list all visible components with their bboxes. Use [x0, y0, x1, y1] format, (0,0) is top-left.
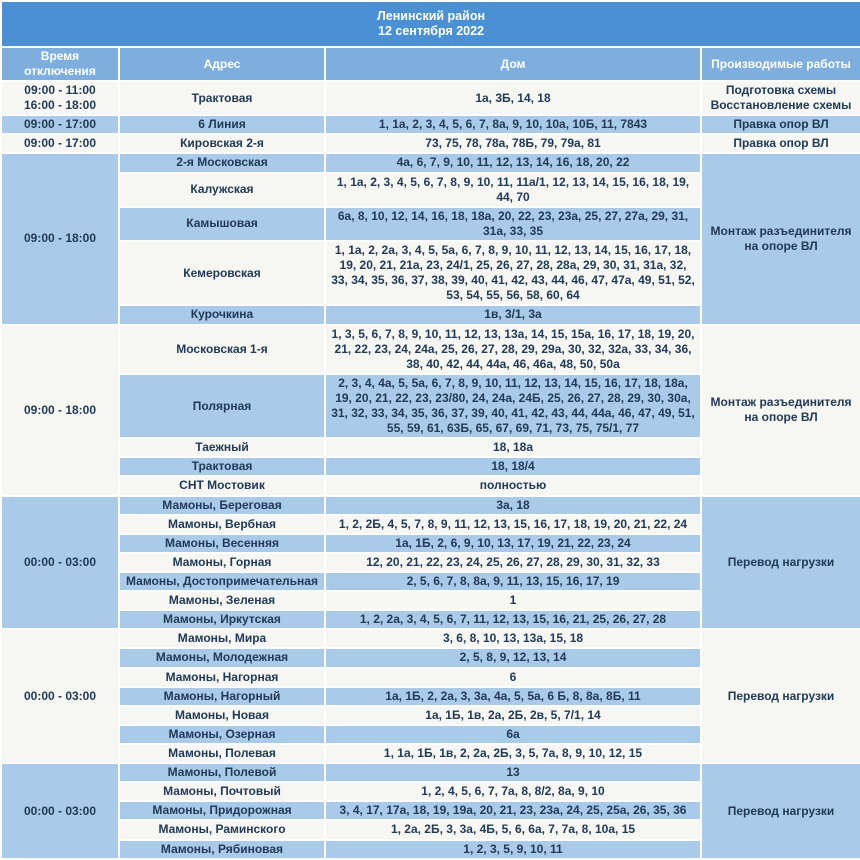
address-cell: Кемеровская: [119, 241, 325, 305]
table-row: [1, 629, 860, 648]
time-line: 09:00 - 18:00: [23, 402, 97, 417]
houses-cell: 12, 20, 21, 22, 23, 24, 25, 26, 27, 28, 29, 30, 31, 32, 33: [325, 553, 701, 572]
address-cell: Калужская: [119, 173, 325, 207]
time-line: 00:00 - 03:00: [23, 803, 97, 818]
houses-cell: 1, 2, 3, 5, 9, 10, 11: [325, 840, 701, 859]
houses-cell: 2, 5, 8, 9, 12, 13, 14: [325, 648, 701, 667]
address-cell: Мамоны, Весенняя: [119, 534, 325, 553]
time-cell: [1, 763, 119, 859]
address-cell: Мамоны, Придорожная: [119, 801, 325, 820]
address-cell: Мамоны, Горная: [119, 553, 325, 572]
address-cell: Мамоны, Нагорная: [119, 668, 325, 687]
address-cell: Мамоны, Полевая: [119, 744, 325, 763]
address-cell: Трактовая: [119, 457, 325, 476]
address-cell: Курочкина: [119, 305, 325, 324]
houses-cell: 1а, 1Б, 2, 6, 9, 10, 13, 17, 19, 21, 22, 23, 24: [325, 534, 701, 553]
time-line: 09:00 - 18:00: [23, 231, 97, 246]
address-cell: Мамоны, Почтовый: [119, 782, 325, 801]
address-cell: Полярная: [119, 374, 325, 438]
houses-cell: 1, 2, 2Б, 4, 5, 7, 8, 9, 11, 12, 13, 15, 16, 17, 18, 19, 20, 21, 22, 24: [325, 515, 701, 534]
time-cell: [1, 153, 119, 324]
work-line: Перевод нагрузки: [727, 554, 835, 569]
houses-cell: 1, 1а, 2, 3, 4, 5, 6, 7, 8а, 9, 10, 10а, 10Б, 11, 7843: [325, 115, 701, 134]
work-line: Правка опор ВЛ: [733, 136, 829, 151]
time-line: 09:00 - 17:00: [23, 136, 97, 151]
houses-cell: 73, 75, 78, 78а, 78Б, 79, 79а, 81: [325, 134, 701, 153]
work-line: Восстановление схемы: [710, 98, 852, 113]
houses-cell: 18, 18/4: [325, 457, 701, 476]
houses-cell: 1: [325, 591, 701, 610]
time-line: 09:00 - 11:00: [24, 83, 96, 98]
address-cell: Мамоны, Мира: [119, 629, 325, 648]
address-cell: Мамоны, Достопримечательная: [119, 572, 325, 591]
work-line: Монтаж разъединителя на опоре ВЛ: [710, 395, 852, 425]
column-header-address: Адрес: [119, 47, 325, 81]
houses-cell: 2, 3, 4, 4а, 5, 5а, 6, 7, 8, 9, 10, 11, 12, 13, 14, 15, 16, 17, 18, 18а, 19, 20, 21, 22, 23, 23/80, 24, 24а, 24Б, 25, 26, 27, 28, 29, 30, 30а, 31, 32, 33, 34, 35, 36, 37, 39, 40, 41, 42, 43, 44, 44а, 46, 47, 49, 51, 55, 59, 61, 63Б, 65, 67, 69, 71, 73, 75, 75/1, 77: [325, 374, 701, 438]
work-line: Правка опор ВЛ: [733, 117, 829, 132]
time-cell: [1, 325, 119, 496]
address-cell: Трактовая: [119, 81, 325, 115]
houses-cell: 1, 2, 4, 5, 6, 7, 7а, 8, 8/2, 8а, 9, 10: [325, 782, 701, 801]
time-cell: [1, 496, 119, 630]
work-cell: [701, 763, 860, 859]
time-cell: [1, 134, 119, 153]
houses-cell: 6: [325, 668, 701, 687]
work-line: Подготовка схемы: [725, 83, 837, 98]
houses-cell: 6а: [325, 725, 701, 744]
address-cell: Кировская 2-я: [119, 134, 325, 153]
address-cell: 2-я Московская: [119, 153, 325, 172]
work-line: Монтаж разъединителя на опоре ВЛ: [710, 223, 852, 253]
region-title: Ленинский район: [377, 9, 486, 23]
houses-cell: 13: [325, 763, 701, 782]
address-cell: Мамоны, Береговая: [119, 496, 325, 515]
time-line: 09:00 - 17:00: [23, 117, 97, 132]
time-line: 16:00 - 18:00: [23, 98, 97, 113]
address-cell: Мамоны, Озерная: [119, 725, 325, 744]
time-line: 00:00 - 03:00: [23, 554, 97, 569]
time-line: 00:00 - 03:00: [23, 688, 97, 703]
address-cell: СНТ Мостовик: [119, 476, 325, 495]
work-cell: [701, 134, 860, 153]
time-cell: [1, 115, 119, 134]
houses-cell: 1, 3, 5, 6, 7, 8, 9, 10, 11, 12, 13, 13а, 14, 15, 15а, 16, 17, 18, 19, 20, 21, 22, 23, 24, 24а, 25, 26, 27, 28, 29, 29а, 30, 32, 32а, 33, 34, 36, 38, 40, 42, 44, 44а, 46, 46а, 48, 50, 50а: [325, 325, 701, 374]
work-cell: [701, 81, 860, 115]
houses-cell: 1, 1а, 1Б, 1в, 2, 2а, 2Б, 3, 5, 7а, 8, 9, 10, 12, 15: [325, 744, 701, 763]
column-header-work: Производимые работы: [701, 47, 860, 81]
title-row: [1, 1, 860, 47]
table-row: [1, 115, 860, 134]
houses-cell: 1а, 1Б, 2, 2а, 3, 3а, 4а, 5, 5а, 6 Б, 8, 8а, 8Б, 11: [325, 687, 701, 706]
work-cell: [701, 115, 860, 134]
houses-cell: 1а, 3Б, 14, 18: [325, 81, 701, 115]
houses-cell: 1, 2, 2а, 3, 4, 5, 6, 7, 11, 12, 13, 15, 16, 21, 25, 26, 27, 28: [325, 610, 701, 629]
address-cell: Мамоны, Нагорный: [119, 687, 325, 706]
table-title: [1, 1, 860, 47]
work-cell: [701, 496, 860, 630]
column-header-house: Дом: [325, 47, 701, 81]
address-cell: Мамоны, Раминского: [119, 820, 325, 839]
houses-cell: 2, 5, 6, 7, 8, 8а, 9, 11, 13, 15, 16, 17, 19: [325, 572, 701, 591]
houses-cell: 6а, 8, 10, 12, 14, 16, 18, 18а, 20, 22, 23, 23а, 25, 27, 27а, 29, 31, 31а, 33, 35: [325, 207, 701, 241]
houses-cell: 4а, 6, 7, 9, 10, 11, 12, 13, 14, 16, 18, 20, 22: [325, 153, 701, 172]
work-line: Перевод нагрузки: [727, 803, 835, 818]
date-subtitle: 12 сентября 2022: [378, 24, 485, 38]
table-row: [1, 763, 860, 782]
address-cell: Мамоны, Иркутская: [119, 610, 325, 629]
work-cell: [701, 325, 860, 496]
address-cell: Мамоны, Вербная: [119, 515, 325, 534]
work-cell: [701, 153, 860, 324]
outage-table-body: [1, 81, 860, 859]
time-cell: [1, 629, 119, 763]
address-cell: Камышовая: [119, 207, 325, 241]
houses-cell: 1, 1а, 2, 2а, 3, 4, 5, 5а, 6, 7, 8, 9, 10, 11, 12, 13, 14, 15, 16, 17, 18, 19, 20, 21, 21а, 23, 24/1, 25, 26, 27, 28, 28а, 29, 30, 31, 31а, 32, 33, 34, 35, 36, 37, 38, 39, 40, 41, 42, 43, 44, 46, 47, 47а, 49, 51, 52, 53, 54, 55, 56, 58, 60, 64: [325, 241, 701, 305]
address-cell: Мамоны, Рябиновая: [119, 840, 325, 859]
table-row: [1, 153, 860, 172]
address-cell: Таежный: [119, 438, 325, 457]
houses-cell: полностью: [325, 476, 701, 495]
houses-cell: 3, 6, 8, 10, 13, 13а, 15, 18: [325, 629, 701, 648]
time-cell: [1, 81, 119, 115]
houses-cell: 1а, 1Б, 1в, 2а, 2Б, 2в, 5, 7/1, 14: [325, 706, 701, 725]
table-row: [1, 134, 860, 153]
houses-cell: 18, 18а: [325, 438, 701, 457]
houses-cell: 3а, 18: [325, 496, 701, 515]
table-row: [1, 325, 860, 374]
houses-cell: 1, 1а, 2, 3, 4, 5, 6, 7, 8, 9, 10, 11, 11а/1, 12, 13, 14, 15, 16, 18, 19, 44, 70: [325, 173, 701, 207]
address-cell: Мамоны, Зеленая: [119, 591, 325, 610]
address-cell: Московская 1-я: [119, 325, 325, 374]
work-line: Перевод нагрузки: [727, 688, 835, 703]
houses-cell: 3, 4, 17, 17а, 18, 19, 19а, 20, 21, 23, 23а, 24, 25, 25а, 26, 35, 36: [325, 801, 701, 820]
houses-cell: 1в, 3/1, 3а: [325, 305, 701, 324]
address-cell: 6 Линия: [119, 115, 325, 134]
address-cell: Мамоны, Новая: [119, 706, 325, 725]
work-cell: [701, 629, 860, 763]
address-cell: Мамоны, Полевой: [119, 763, 325, 782]
houses-cell: 1, 2а, 2Б, 3, 3а, 4Б, 5, 6, 6а, 7, 7а, 8, 10а, 15: [325, 820, 701, 839]
column-header-time: Время отключения: [1, 47, 119, 81]
table-row: [1, 496, 860, 515]
column-header-row: [1, 47, 860, 81]
address-cell: Мамоны, Молодежная: [119, 648, 325, 667]
table-row: [1, 81, 860, 115]
